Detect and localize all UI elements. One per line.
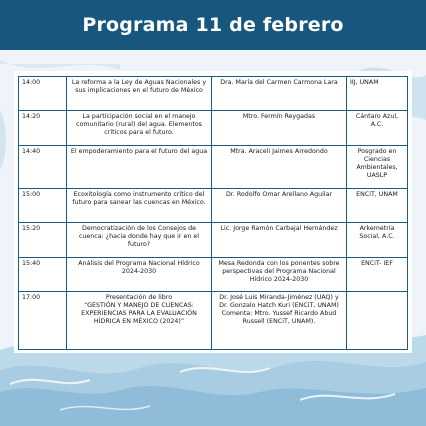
table-row [19,146,408,189]
activity-cell: El empoderamiento para el futuro del agua [67,146,212,189]
speaker-cell: Mtra. Araceli Jaimes Arredondo [212,146,347,189]
organization-cell: ENCiT, UNAM [347,189,408,223]
speaker-cell: Mesa Redonda con los ponentes sobre perspectivas del Programa Nacional Hídrico 2024-2030 [212,258,347,292]
schedule-sheet [14,71,412,353]
title-banner [0,0,426,50]
table-row [19,189,408,223]
activity-cell: Ecoxitología como instrumento crítico del futuro para sanear las cuencas en México. [67,189,212,223]
table-row [19,258,408,292]
speaker-cell: Dr. Rodolfo Omar Arellano Aguilar [212,189,347,223]
organization-cell: Arkemetría Social, A.C. [347,223,408,258]
organization-cell: Posgrado en Ciencias Ambientales, UASLP [347,146,408,189]
speaker-cell: Lic. Jorge Ramón Carbajal Hernández [212,223,347,258]
time-cell: 17:00 [19,292,67,350]
organization-cell: Cántaro Azul, A.C. [347,111,408,146]
time-cell: 14:00 [19,77,67,111]
table-row [19,77,408,111]
activity-cell: Democratización de los Consejos de cuenca: ¿hacia donde hay que ir en el futuro? [67,223,212,258]
page-title: Programa 11 de febrero [82,14,344,36]
speaker-cell: Dra. María del Carmen Carmona Lara [212,77,347,111]
time-cell: 15:20 [19,223,67,258]
time-cell: 15:00 [19,189,67,223]
activity-cell: La participación social en el manejo comunitario (rural) del agua. Elementos críticos para el futuro. [67,111,212,146]
time-cell: 15:40 [19,258,67,292]
organization-cell: ENCiT- IEF [347,258,408,292]
time-cell: 14:40 [19,146,67,189]
table-row [19,111,408,146]
schedule-table [18,76,408,350]
activity-cell: La reforma a la Ley de Aguas Nacionales y sus implicaciones en el futuro de México [67,77,212,111]
organization-cell [347,292,408,350]
time-cell: 14:20 [19,111,67,146]
activity-cell: Análisis del Programa Nacional Hídrico 2024-2030 [67,258,212,292]
activity-cell: Presentación de libro “GESTIÓN Y MANEJO DE CUENCAS: EXPERIENCIAS PARA LA EVALUACIÓN HÍDRICA EN MÉXICO (2024)” [67,292,212,350]
speaker-cell: Dr. José Luis Miranda-Jiménez (UAQ) y Dr. Gonzalo Hatch Kuri (ENCiT, UNAM) Comenta: Mtro. Yussef Ricardo Abud Russell (ENCiT, UNAM). [212,292,347,350]
organization-cell: IIJ, UNAM [347,77,408,111]
table-row [19,223,408,258]
table-row [19,292,408,350]
speaker-cell: Mtro. Fermín Reygadas [212,111,347,146]
